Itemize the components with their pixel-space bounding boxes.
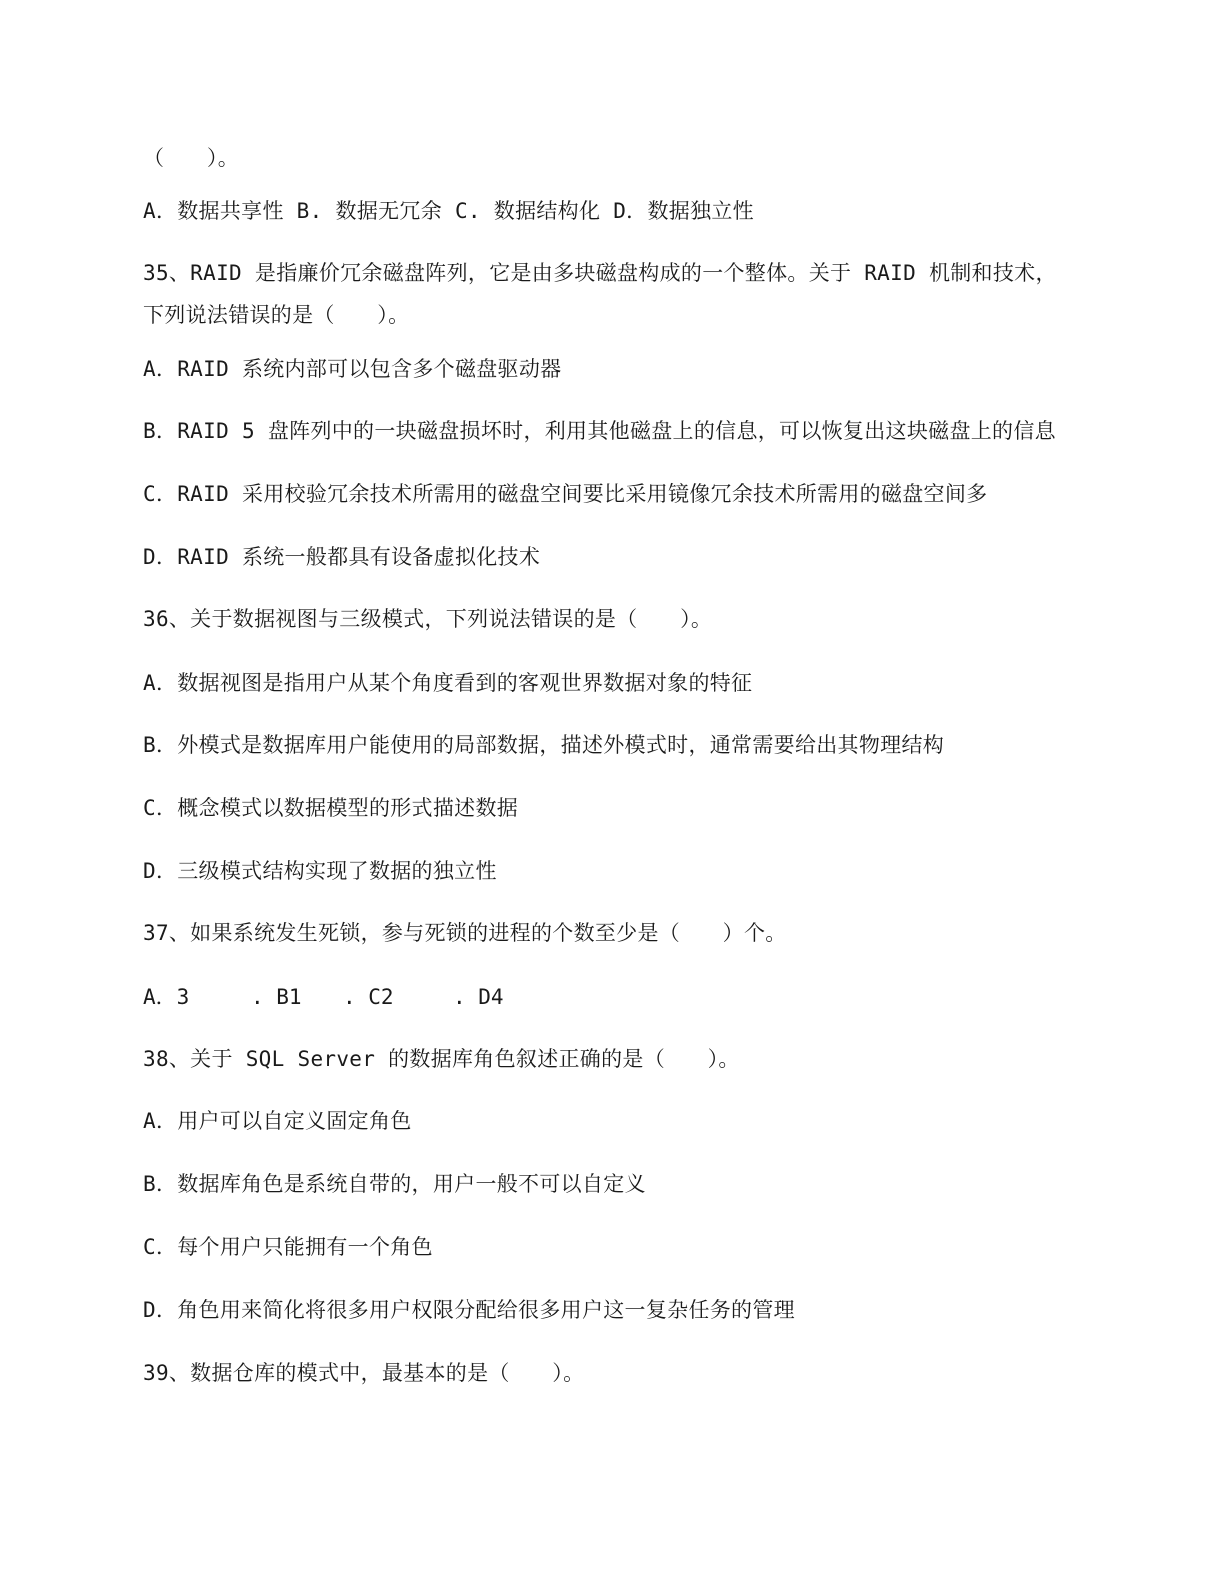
q35-option-a: A．RAID 系统内部可以包含多个磁盘驱动器 [143, 357, 562, 381]
q35-option-c: C．RAID 采用校验冗余技术所需用的磁盘空间要比采用镜像冗余技术所需用的磁盘空间多 [143, 482, 988, 506]
answer-blank-line: （ ）。 [143, 146, 239, 170]
q37-option-b: . B1 [251, 985, 302, 1009]
q37-option-a: A．3 [143, 985, 190, 1009]
q37-option-d: . D4 [453, 985, 504, 1009]
q35-stem-line1: 35、RAID 是指廉价冗余磁盘阵列，它是由多块磁盘构成的一个整体。关于 RAID 机制和技术， [143, 261, 1057, 285]
q38-option-a: A．用户可以自定义固定角色 [143, 1109, 412, 1133]
q36-option-d: D．三级模式结构实现了数据的独立性 [143, 859, 497, 883]
q38-option-b: B．数据库角色是系统自带的，用户一般不可以自定义 [143, 1172, 646, 1196]
q39-stem: 39、数据仓库的模式中，最基本的是（ ）。 [143, 1361, 585, 1385]
q36-option-c: C．概念模式以数据模型的形式描述数据 [143, 796, 519, 820]
q37-options [143, 984, 563, 1010]
q37-stem: 37、如果系统发生死锁，参与死锁的进程的个数至少是（ ）个。 [143, 921, 787, 945]
q36-stem: 36、关于数据视图与三级模式，下列说法错误的是（ ）。 [143, 607, 713, 631]
q38-option-d: D．角色用来简化将很多用户权限分配给很多用户这一复杂任务的管理 [143, 1298, 795, 1322]
q38-option-c: C．每个用户只能拥有一个角色 [143, 1235, 433, 1259]
q35-option-b: B．RAID 5 盘阵列中的一块磁盘损坏时，利用其他磁盘上的信息，可以恢复出这块磁盘上的信息 [143, 419, 1056, 443]
q36-option-a: A．数据视图是指用户从某个角度看到的客观世界数据对象的特征 [143, 671, 753, 695]
q35-option-d: D．RAID 系统一般都具有设备虚拟化技术 [143, 545, 541, 569]
q37-option-c: . C2 [343, 985, 394, 1009]
q36-option-b: B．外模式是数据库用户能使用的局部数据，描述外模式时，通常需要给出其物理结构 [143, 733, 945, 757]
q38-stem: 38、关于 SQL Server 的数据库角色叙述正确的是（ ）。 [143, 1047, 740, 1071]
q34-options: A．数据共享性 B. 数据无冗余 C. 数据结构化 D．数据独立性 [143, 199, 754, 223]
q35-stem-line2: 下列说法错误的是（ ）。 [143, 303, 410, 327]
